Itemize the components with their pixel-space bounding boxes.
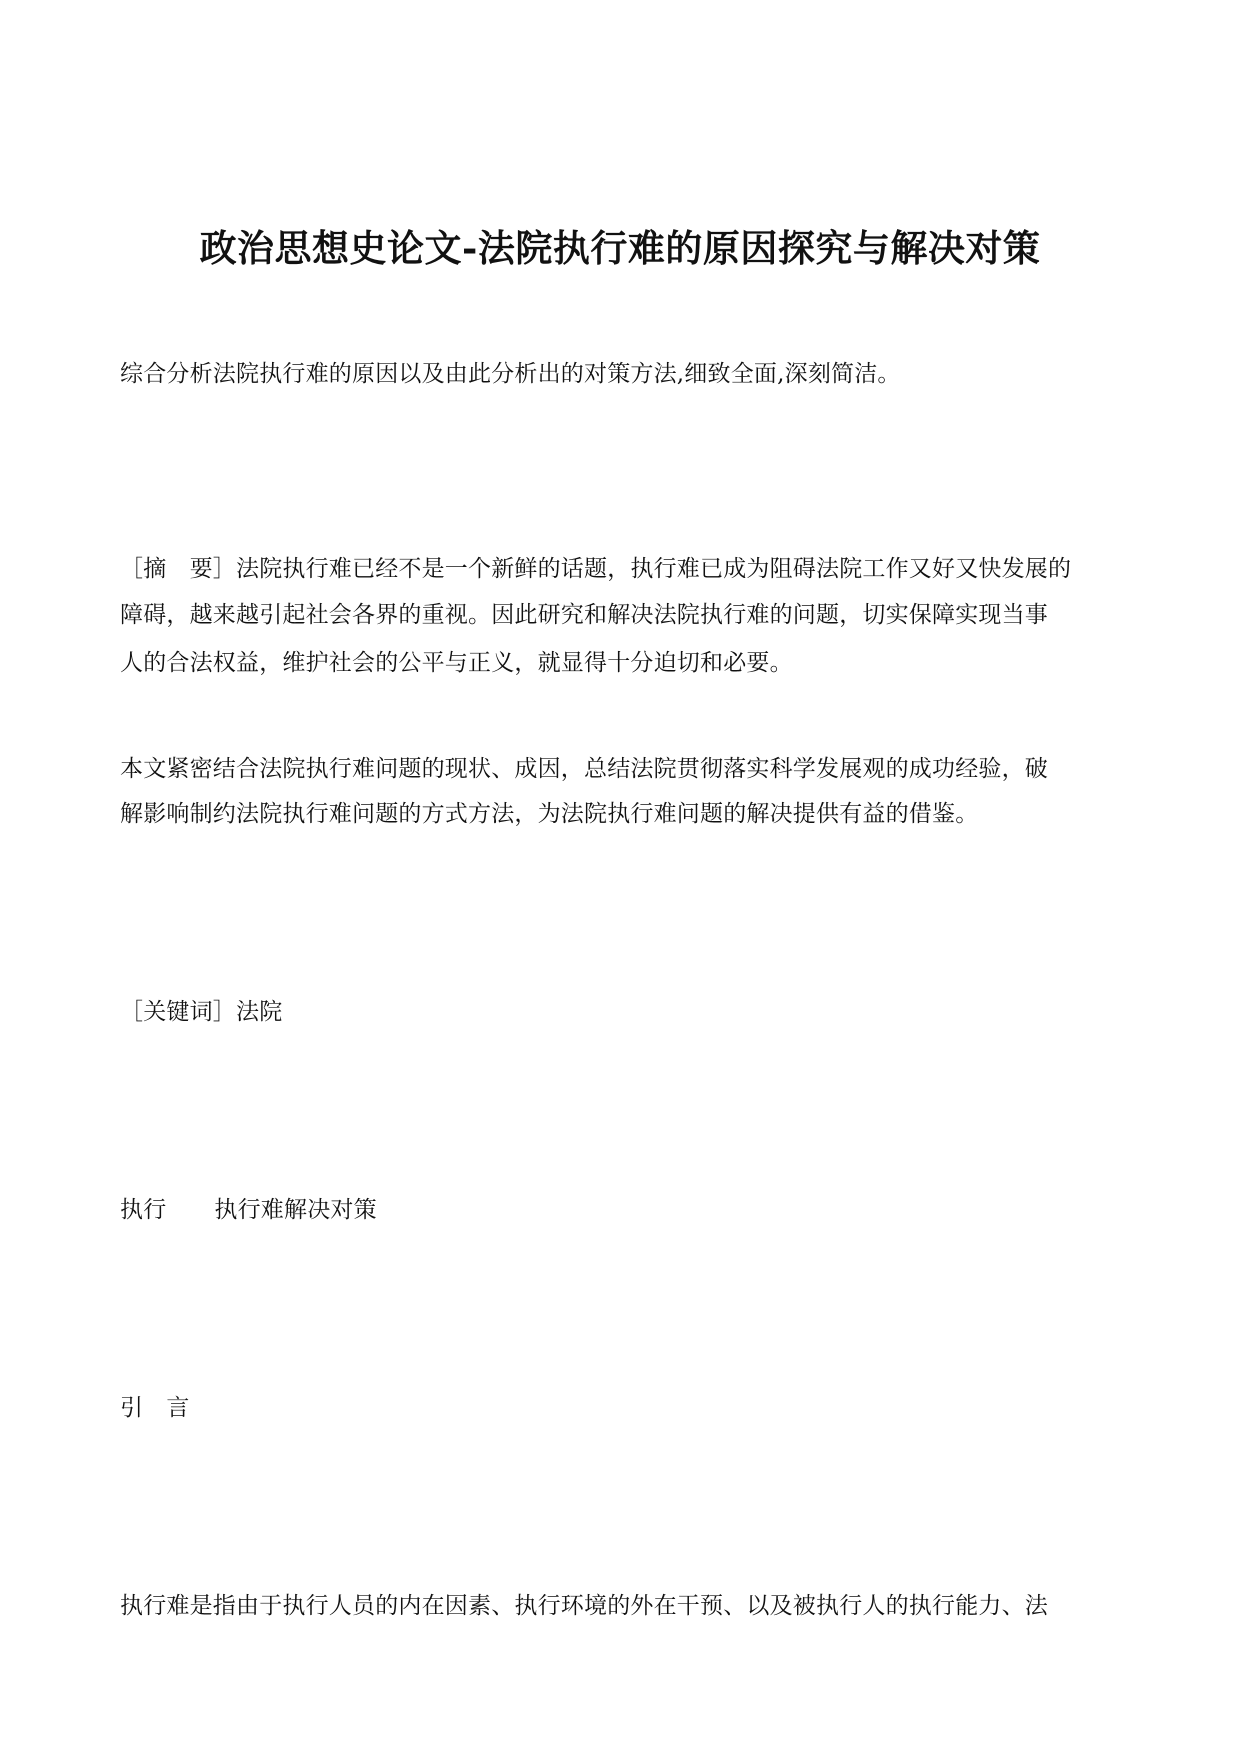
keyword-execution: 执行 [120, 1197, 167, 1223]
intro-paragraph-line-1: 执行难是指由于执行人员的内在因素、执行环境的外在干预、以及被执行人的执行能力、法 [120, 1593, 1048, 1619]
keywords-line: ［关键词］法院 [120, 999, 283, 1025]
intro-heading: 引 言 [120, 1395, 190, 1421]
body-line-2: 解影响制约法院执行难问题的方式方法，为法院执行难问题的解决提供有益的借鉴。 [120, 801, 979, 827]
page-title: 政治思想史论文-法院执行难的原因探究与解决对策 [199, 226, 1041, 270]
summary-paragraph: 综合分析法院执行难的原因以及由此分析出的对策方法,细致全面,深刻简洁。 [120, 361, 901, 387]
abstract-line-1: ［摘 要］法院执行难已经不是一个新鲜的话题，执行难已成为阻碍法院工作又好又快发展的 [120, 556, 1072, 582]
body-line-1: 本文紧密结合法院执行难问题的现状、成因，总结法院贯彻落实科学发展观的成功经验，破 [120, 756, 1048, 782]
keywords-continuation [120, 1193, 1130, 1227]
abstract-line-3: 人的合法权益，维护社会的公平与正义，就显得十分迫切和必要。 [120, 650, 793, 676]
keyword-solution: 执行难解决对策 [214, 1197, 377, 1223]
abstract-line-2: 障碍，越来越引起社会各界的重视。因此研究和解决法院执行难的问题，切实保障实现当事 [120, 602, 1048, 628]
